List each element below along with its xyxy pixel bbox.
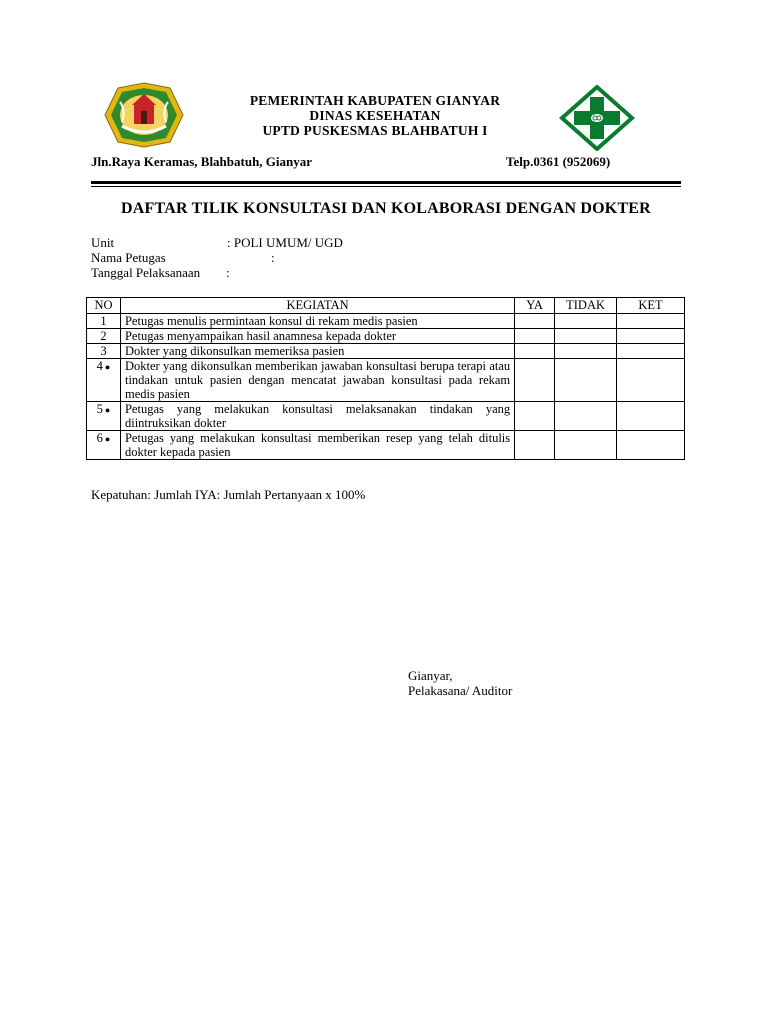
bullet-icon: ● <box>104 362 111 372</box>
ya-cell[interactable] <box>515 329 555 344</box>
tidak-cell[interactable] <box>555 402 617 431</box>
phone: Telp.0361 (952069) <box>506 154 611 169</box>
row-number-cell <box>87 359 121 402</box>
row-number: 1 <box>87 314 121 329</box>
bullet-icon: ● <box>104 405 111 415</box>
table-row <box>87 431 685 460</box>
letterhead-line-3: UPTD PUSKESMAS BLAHBATUH I <box>262 123 488 138</box>
ket-cell[interactable] <box>617 402 685 431</box>
header-no: NO <box>87 298 121 314</box>
petugas-label: Nama Petugas <box>91 250 166 265</box>
row-number: 5 <box>96 402 103 416</box>
tidak-cell[interactable] <box>555 359 617 402</box>
table-row <box>87 359 685 402</box>
row-kegiatan: Petugas menulis permintaan konsul di rekam medis pasien <box>120 314 514 329</box>
address: Jln.Raya Keramas, Blahbatuh, Gianyar <box>91 154 313 169</box>
ket-cell[interactable] <box>617 344 685 359</box>
signature-role: Pelakasana/ Auditor <box>408 683 513 698</box>
row-number: 6 <box>96 431 103 445</box>
gianyar-emblem-icon <box>104 82 184 148</box>
unit-value: : POLI UMUM/ UGD <box>227 235 343 250</box>
tidak-cell[interactable] <box>555 314 617 329</box>
row-kegiatan: Dokter yang dikonsulkan memberikan jawaban konsultasi berupa terapi atau tindakan untuk pasien dengan mencatat jawaban konsultasi pada rekam medis pasien <box>120 359 514 402</box>
ket-cell[interactable] <box>617 329 685 344</box>
row-number: 3 <box>87 344 121 359</box>
row-number: 4 <box>96 359 103 373</box>
signature-place: Gianyar, <box>408 668 453 683</box>
tanggal-value: : <box>226 265 230 280</box>
table-header-row <box>87 298 685 314</box>
tidak-cell[interactable] <box>555 431 617 460</box>
bullet-icon: ● <box>104 434 111 444</box>
letterhead <box>190 93 560 138</box>
letterhead-line-2: DINAS KESEHATAN <box>309 108 441 123</box>
ya-cell[interactable] <box>515 359 555 402</box>
row-number-cell <box>87 431 121 460</box>
tanggal-label: Tanggal Pelaksanaan <box>91 265 201 280</box>
checklist-table <box>86 297 685 460</box>
row-kegiatan: Petugas yang melakukan konsultasi melaksanakan tindakan yang diintruksikan dokter <box>120 402 514 431</box>
tidak-cell[interactable] <box>555 344 617 359</box>
unit-label: Unit <box>91 235 115 250</box>
ya-cell[interactable] <box>515 431 555 460</box>
table-row <box>87 314 685 329</box>
ya-cell[interactable] <box>515 402 555 431</box>
letterhead-line-1: PEMERINTAH KABUPATEN GIANYAR <box>249 93 501 108</box>
header-rule-thin <box>91 186 681 187</box>
tidak-cell[interactable] <box>555 329 617 344</box>
ya-cell[interactable] <box>515 344 555 359</box>
table-row <box>87 329 685 344</box>
header-ya: YA <box>515 298 555 314</box>
row-kegiatan: Dokter yang dikonsulkan memeriksa pasien <box>120 344 514 359</box>
ya-cell[interactable] <box>515 314 555 329</box>
compliance-formula: Kepatuhan: Jumlah IYA: Jumlah Pertanyaan x 100% <box>91 487 366 502</box>
header-tidak: TIDAK <box>555 298 617 314</box>
row-number: 2 <box>87 329 121 344</box>
signature-block <box>408 668 512 698</box>
row-number-cell <box>87 402 121 431</box>
ket-cell[interactable] <box>617 359 685 402</box>
table-row <box>87 402 685 431</box>
ket-cell[interactable] <box>617 431 685 460</box>
puskesmas-cross-icon <box>559 85 635 151</box>
table-row <box>87 344 685 359</box>
petugas-value: : <box>271 250 275 265</box>
header-kegiatan: KEGIATAN <box>120 298 514 314</box>
header-ket: KET <box>617 298 685 314</box>
header-rule-thick <box>91 181 681 184</box>
document-title: DAFTAR TILIK KONSULTASI DAN KOLABORASI DENGAN DOKTER <box>121 200 651 217</box>
row-kegiatan: Petugas menyampaikan hasil anamnesa kepada dokter <box>120 329 514 344</box>
ket-cell[interactable] <box>617 314 685 329</box>
row-kegiatan: Petugas yang melakukan konsultasi memberikan resep yang telah ditulis dokter kepada pasien <box>120 431 514 460</box>
